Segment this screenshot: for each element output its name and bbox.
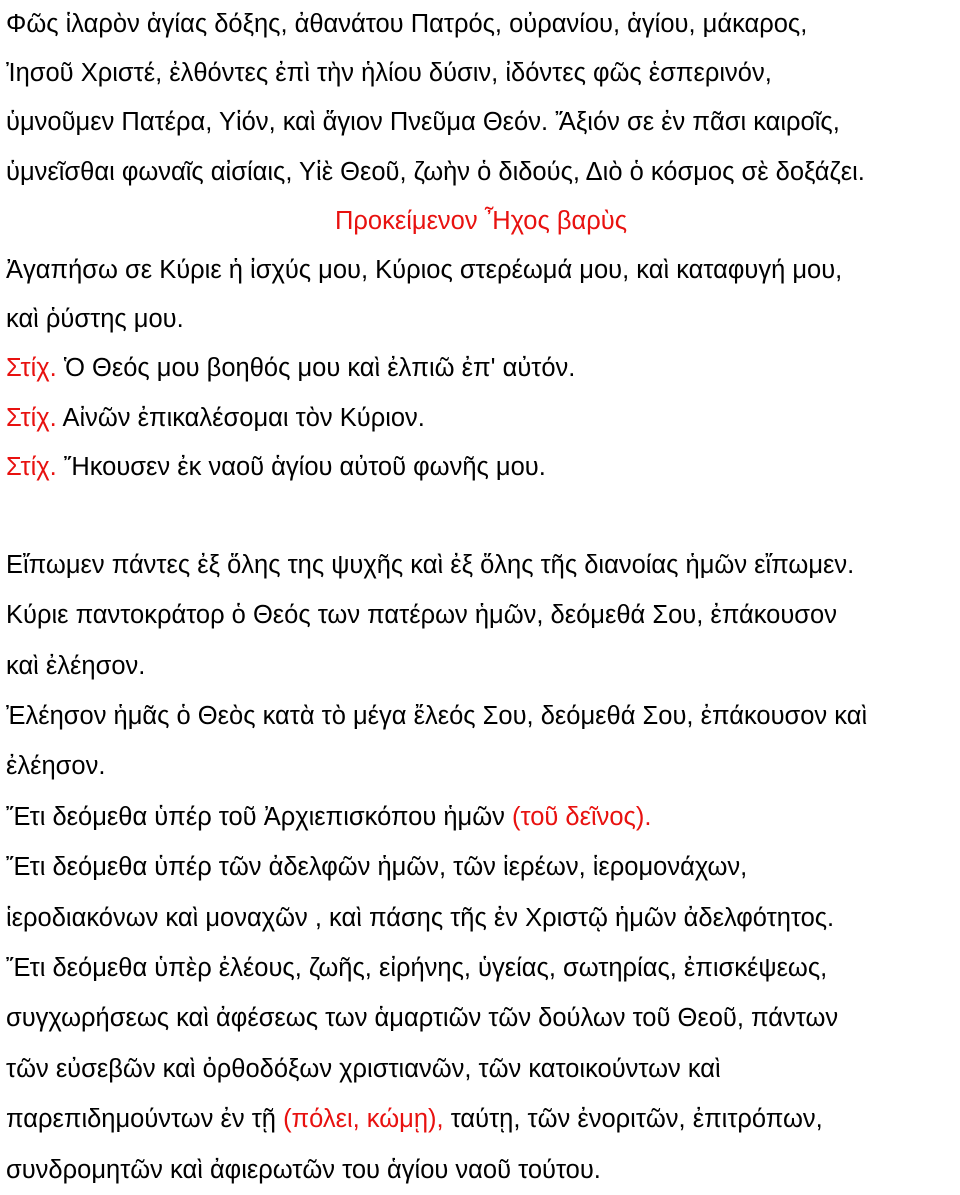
litany-line: συνδρομητῶν καὶ ἀφιερωτῶν του ἁγίου ναοῦ τούτου.: [6, 1155, 601, 1184]
spacer: [6, 492, 956, 540]
litany-line: [6, 792, 956, 842]
rubric-place-placeholder: (πόλει, κώμῃ),: [283, 1105, 444, 1134]
litany-line: τῶν εὐσεβῶν καὶ ὀρθοδόξων χριστιανῶν, τῶν κατοικούντων καὶ: [6, 1054, 721, 1083]
litany-line: Ἐλέησον ἡμᾶς ὁ Θεὸς κατὰ τὸ μέγα ἔλεός Σου, δεόμεθά Σου, ἐπάκουσον καὶ: [6, 702, 868, 731]
verse-label: Στίχ.: [6, 403, 57, 432]
litany-line: Κύριε παντοκράτορ ὁ Θεός των πατέρων ἡμῶν, δεόμεθά Σου, ἐπάκουσον: [6, 601, 837, 630]
verse-line: [6, 394, 956, 443]
litany-text: ταύτῃ, τῶν ἐνοριτῶν, ἐπιτρόπων,: [450, 1105, 823, 1134]
litany-line: συγχωρήσεως καὶ ἀφέσεως των ἁμαρτιῶν τῶν δούλων τοῦ Θεοῦ, πάντων: [6, 1004, 839, 1033]
litany-line: [6, 1094, 956, 1144]
verse-line: [6, 443, 956, 492]
litany-text: παρεπιδημούντων ἐν τῇ: [6, 1105, 276, 1134]
verse-label: Στίχ.: [6, 452, 57, 481]
hymn-line: ὑμνεῖσθαι φωναῖς αἰσίαις, Υἱὲ Θεοῦ, ζωὴν ὁ διδούς, Διὸ ὁ κόσμος σὲ δοξάζει.: [6, 157, 865, 186]
prokeimenon-heading: Προκείμενον Ἦχος βαρὺς: [334, 206, 627, 235]
document-page: [6, 0, 956, 1195]
litany: [6, 540, 956, 1195]
verse-text: Ὁ Θεός μου βοηθός μου καὶ ἐλπιῶ ἐπ' αὐτόν.: [63, 354, 576, 383]
litany-line: Εἴπωμεν πάντες ἐξ ὅλης της ψυχῆς καὶ ἐξ ὅλης τῆς διανοίας ἡμῶν εἴπωμεν.: [6, 550, 855, 579]
litany-line: Ἔτι δεόμεθα ὑπέρ τῶν ἀδελφῶν ἡμῶν, τῶν ἱερέων, ἱερομονάχων,: [6, 853, 748, 882]
litany-text: Ἔτι δεόμεθα ὑπέρ τοῦ Ἀρχιεπισκόπου ἡμῶν: [6, 802, 505, 831]
litany-line: ἐλέησον.: [6, 752, 106, 781]
hymn-line: Ἰησοῦ Χριστέ, ἐλθόντες ἐπὶ τὴν ἡλίου δύσιν, ἰδόντες φῶς ἑσπερινόν,: [6, 59, 772, 88]
verse-text: Αἰνῶν ἐπικαλέσομαι τὸν Κύριον.: [62, 403, 425, 432]
verse-line: [6, 344, 956, 393]
verse-text: Ἤκουσεν ἐκ ναοῦ ἁγίου αὐτοῦ φωνῆς μου.: [63, 452, 546, 481]
litany-line: ἱεροδιακόνων καὶ μοναχῶν , καὶ πάσης τῆς ἐν Χριστῷ ἡμῶν ἀδελφότητος.: [6, 903, 835, 932]
litany-line: καὶ ἐλέησον.: [6, 651, 146, 680]
prokeimenon-text: Ἀγαπήσω σε Κύριε ἡ ἰσχύς μου, Κύριος στερέωμά μου, καὶ καταφυγή μου,: [6, 255, 843, 284]
verse-label: Στίχ.: [6, 354, 57, 383]
hymn-and-prokeimenon: [6, 0, 956, 492]
litany-line: Ἔτι δεόμεθα ὑπὲρ ἐλέους, ζωῆς, εἰρήνης, ὑγείας, σωτηρίας, ἐπισκέψεως,: [6, 954, 828, 982]
hymn-line: Φῶς ἱλαρὸν ἁγίας δόξης, ἀθανάτου Πατρός, οὐρανίου, ἁγίου, μάκαρος,: [6, 10, 808, 38]
prokeimenon-text: καὶ ῥύστης μου.: [6, 305, 184, 334]
hymn-line: ὑμνοῦμεν Πατέρα, Υἱόν, καὶ ἅγιον Πνεῦμα Θεόν. Ἄξιόν σε ἐν πᾶσι καιροῖς,: [6, 108, 840, 137]
rubric-name-placeholder: (τοῦ δεῖνος).: [511, 802, 652, 831]
